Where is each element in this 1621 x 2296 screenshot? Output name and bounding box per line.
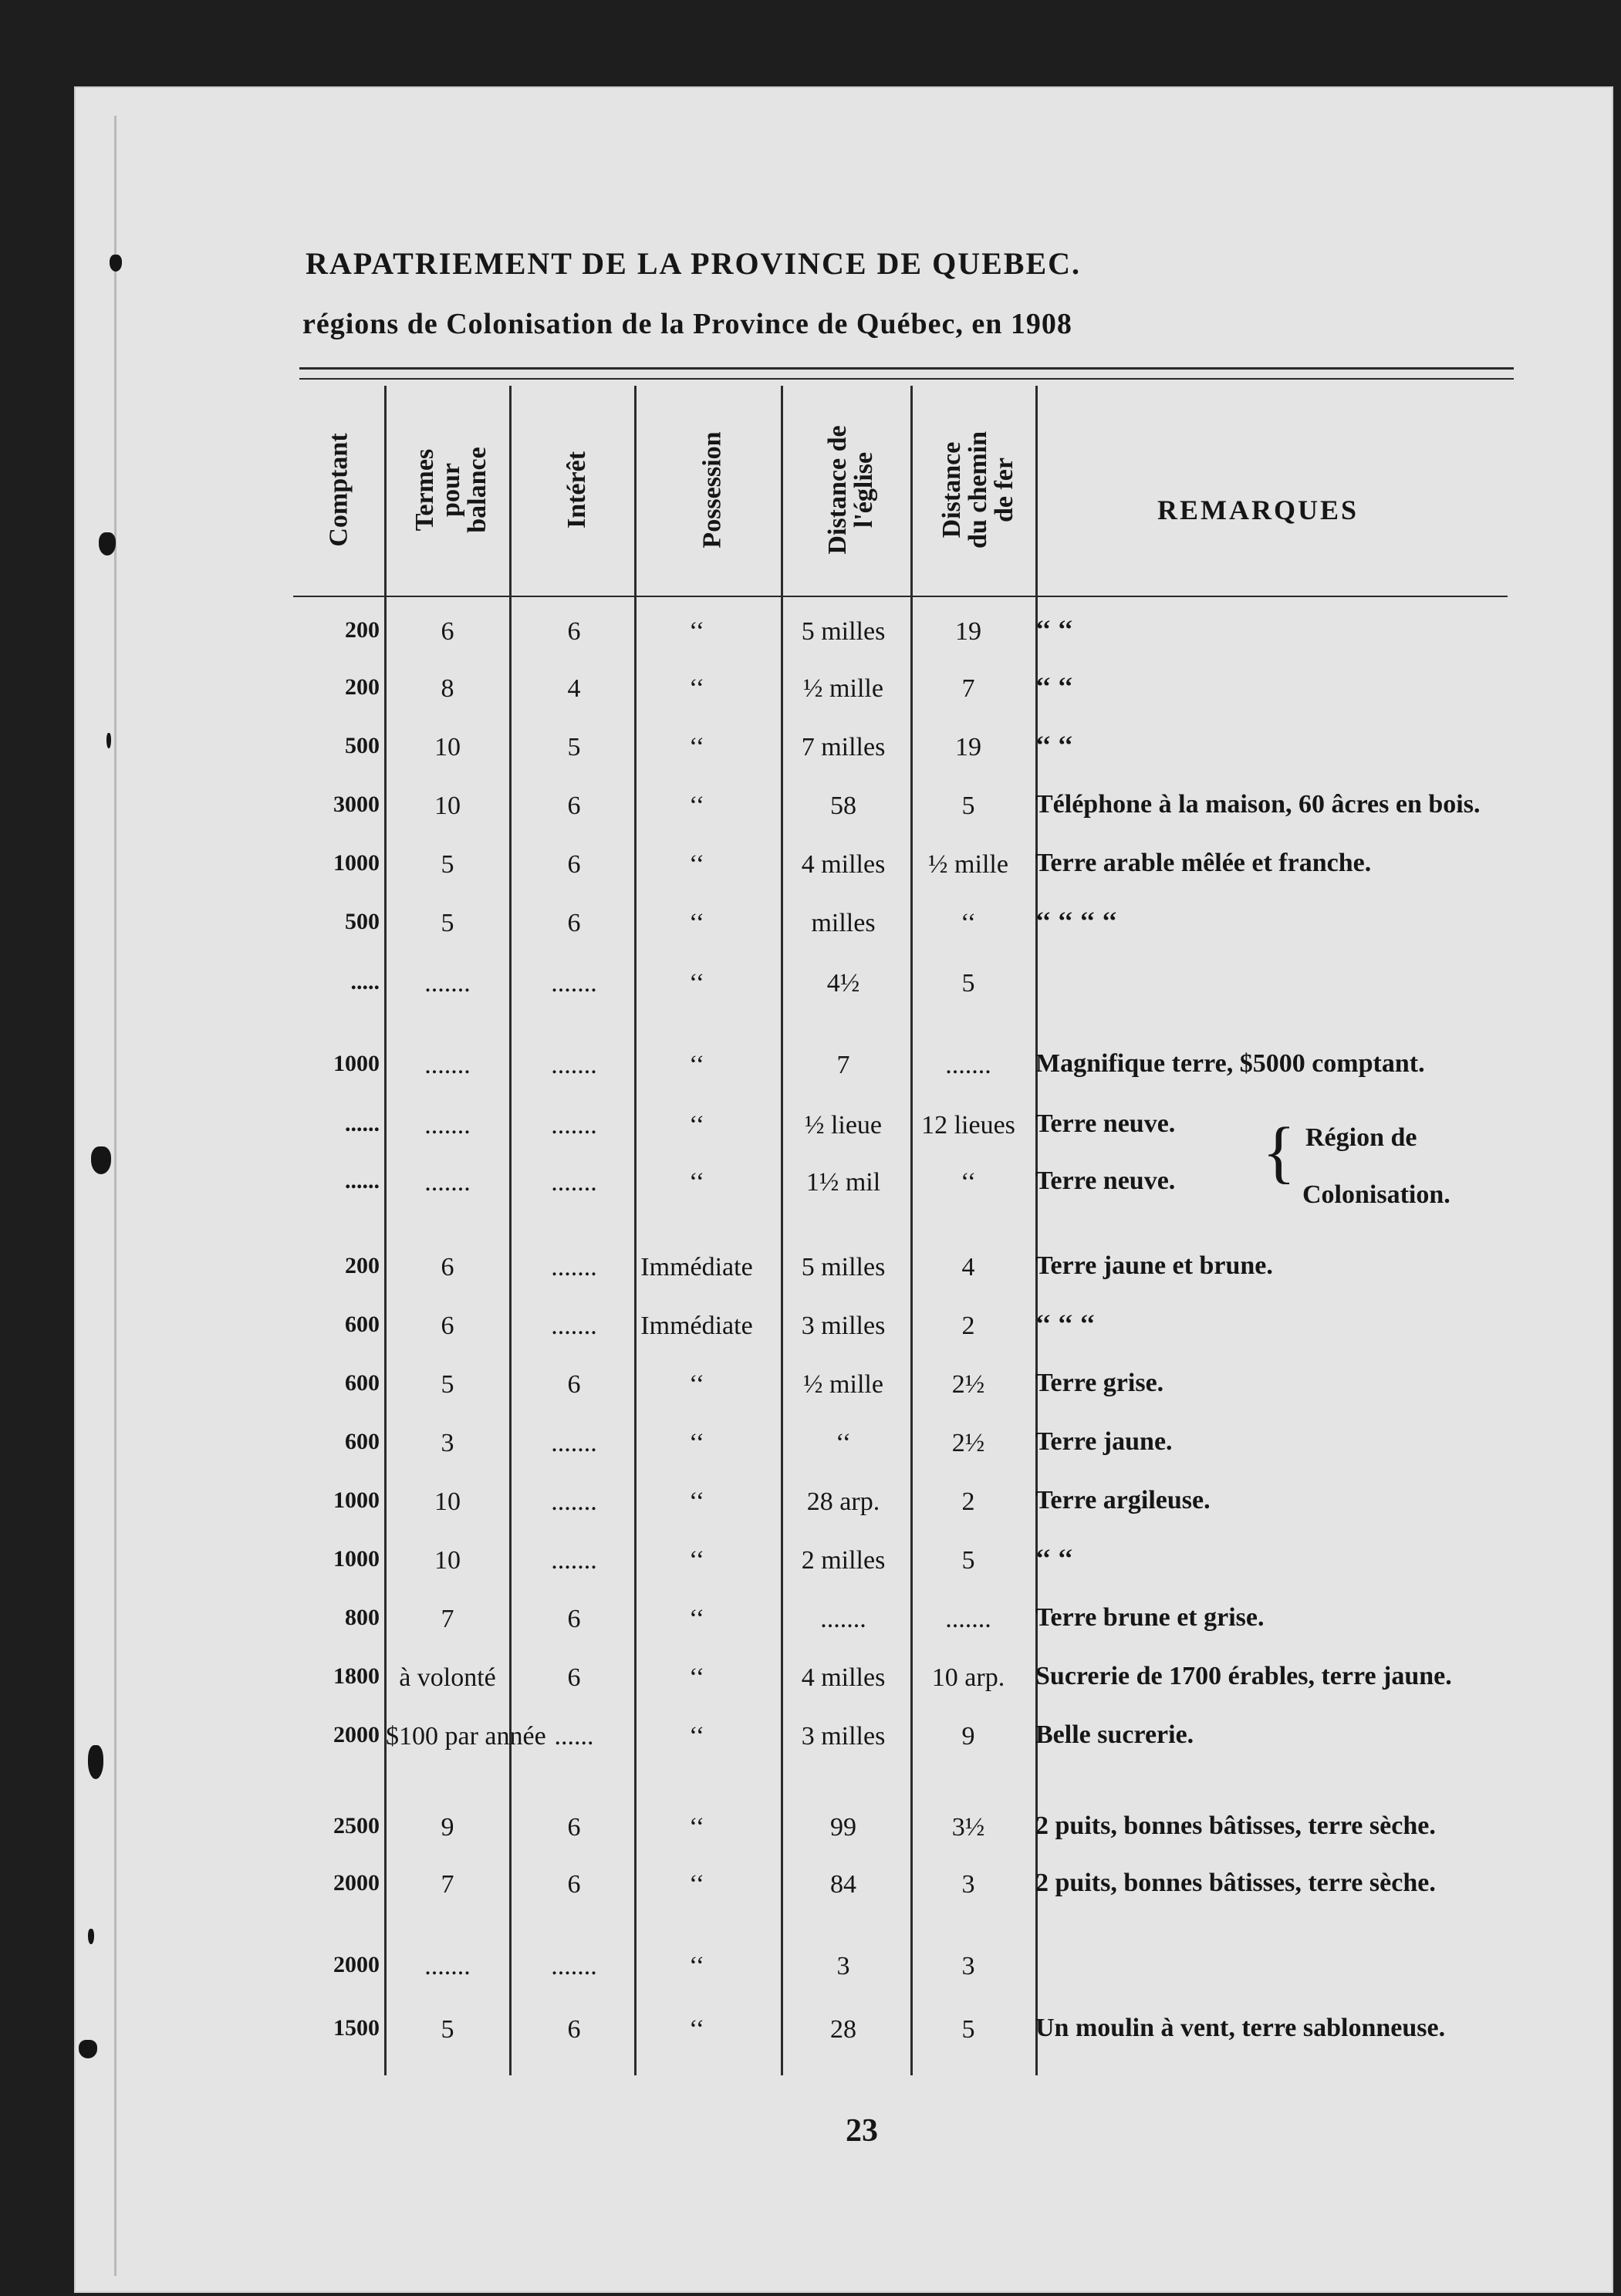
table-row <box>0 1253 1621 1312</box>
margin-mark <box>99 532 116 555</box>
page-subtitle: régions de Colonisation de la Province de Québec, en 1908 <box>302 308 1072 340</box>
cell-interet: 5 <box>567 733 581 761</box>
cell-comptant: 600 <box>345 1312 380 1337</box>
table-row <box>0 1605 1621 1663</box>
cell-chemin: 12 lieues <box>921 1111 1015 1140</box>
cell-remarques: Terre jaune. <box>1035 1427 1173 1456</box>
header-rule <box>299 367 1514 370</box>
cell-interet: 6 <box>567 1813 581 1842</box>
cell-comptant: 3000 <box>333 792 380 817</box>
cell-interet: ....... <box>551 1312 597 1340</box>
cell-possession: ‘‘ <box>688 1487 705 1516</box>
cell-possession: ‘‘ <box>688 617 705 646</box>
cell-comptant: 2000 <box>333 1722 380 1747</box>
cell-termes: 8 <box>441 674 454 703</box>
cell-comptant: 600 <box>345 1429 380 1454</box>
table-row <box>0 1487 1621 1546</box>
cell-comptant: 2500 <box>333 1813 380 1838</box>
cell-termes: 5 <box>441 2015 454 2044</box>
cell-chemin: 2 <box>961 1487 975 1516</box>
cell-chemin: 3½ <box>951 1813 985 1842</box>
cell-eglise: milles <box>811 909 876 937</box>
cell-interet: 6 <box>567 1870 581 1899</box>
cell-comptant: 200 <box>345 1253 380 1278</box>
cell-remarques: Magnifique terre, $5000 comptant. <box>1035 1049 1425 1078</box>
cell-remarques: Terre neuve. <box>1035 1167 1176 1195</box>
margin-mark <box>110 255 122 272</box>
cell-eglise: 3 milles <box>801 1312 886 1340</box>
cell-possession: ‘‘ <box>688 1546 705 1575</box>
cell-possession: Immédiate <box>640 1312 753 1340</box>
cell-eglise: ½ mille <box>803 674 883 703</box>
cell-remarques: ‘‘ ‘‘ <box>1035 616 1073 644</box>
region-note-line: Région de <box>1305 1123 1417 1152</box>
cell-possession: ‘‘ <box>688 2015 705 2044</box>
cell-chemin: 4 <box>961 1253 975 1281</box>
cell-comptant: ...... <box>345 1168 380 1194</box>
cell-possession: ‘‘ <box>688 969 705 998</box>
cell-eglise: ....... <box>820 1605 866 1633</box>
cell-possession: ‘‘ <box>688 1722 705 1751</box>
cell-chemin: ‘‘ <box>960 1168 977 1197</box>
cell-remarques: Terre brune et grise. <box>1035 1603 1265 1632</box>
cell-eglise: ½ mille <box>803 1370 883 1399</box>
column-header-remarques: REMARQUES <box>1157 495 1359 525</box>
cell-interet: 6 <box>567 792 581 820</box>
cell-termes: 10 <box>434 733 461 761</box>
cell-interet: ....... <box>551 1051 597 1079</box>
cell-termes: 5 <box>441 850 454 879</box>
cell-possession: ‘‘ <box>688 792 705 820</box>
header-rule <box>299 378 1514 380</box>
cell-remarques: ‘‘ ‘‘ ‘‘ <box>1035 1310 1096 1339</box>
cell-interet: 6 <box>567 1663 581 1692</box>
table-row <box>0 909 1621 967</box>
cell-termes: 9 <box>441 1813 454 1842</box>
cell-comptant: 1000 <box>333 1051 380 1076</box>
cell-possession: ‘‘ <box>688 733 705 761</box>
cell-eglise: 1½ mil <box>805 1168 881 1197</box>
cell-comptant: 1800 <box>333 1663 380 1689</box>
cell-chemin: 10 arp. <box>931 1663 1005 1692</box>
cell-interet: ....... <box>551 1952 597 1980</box>
cell-chemin: 5 <box>961 1546 975 1575</box>
region-note-line: Colonisation. <box>1302 1180 1450 1209</box>
table-row <box>0 1429 1621 1487</box>
cell-eglise: 5 milles <box>801 1253 886 1281</box>
cell-comptant: 500 <box>345 733 380 758</box>
cell-interet: 6 <box>567 1370 581 1399</box>
cell-termes: 6 <box>441 617 454 646</box>
cell-interet: ....... <box>551 1168 597 1197</box>
cell-remarques: Téléphone à la maison, 60 âcres en bois. <box>1035 790 1481 819</box>
cell-chemin: 9 <box>961 1722 975 1751</box>
cell-eglise: 3 <box>836 1952 850 1980</box>
cell-termes: $100 par année <box>386 1722 546 1751</box>
cell-chemin: 19 <box>955 617 981 646</box>
cell-comptant: 1000 <box>333 1546 380 1572</box>
table-row <box>0 792 1621 850</box>
cell-termes: 7 <box>441 1870 454 1899</box>
table-row <box>0 1370 1621 1429</box>
cell-interet: ....... <box>551 1546 597 1575</box>
table-row <box>0 1663 1621 1722</box>
column-header-interet: Intérêt <box>562 451 591 529</box>
table-row <box>0 733 1621 792</box>
margin-mark <box>88 1929 94 1944</box>
cell-chemin: 3 <box>961 1952 975 1980</box>
cell-comptant: 800 <box>345 1605 380 1630</box>
cell-termes: à volonté <box>399 1663 496 1692</box>
cell-possession: ‘‘ <box>688 1813 705 1842</box>
cell-termes: 5 <box>441 1370 454 1399</box>
cell-remarques: Belle sucrerie. <box>1035 1720 1194 1749</box>
table-row <box>0 1870 1621 1929</box>
cell-interet: ....... <box>551 969 597 998</box>
table-row <box>0 1546 1621 1605</box>
cell-remarques: Terre grise. <box>1035 1369 1164 1397</box>
cell-eglise: 5 milles <box>801 617 886 646</box>
cell-eglise: 4 milles <box>801 1663 886 1692</box>
cell-remarques: ‘‘ ‘‘ ‘‘ ‘‘ <box>1035 907 1117 936</box>
column-header-eglise: Distance de l'église <box>823 425 878 555</box>
cell-termes: 3 <box>441 1429 454 1457</box>
cell-eglise: ‘‘ <box>835 1429 852 1457</box>
cell-interet: ....... <box>551 1487 597 1516</box>
cell-termes: 10 <box>434 1487 461 1516</box>
cell-remarques: Terre neuve. <box>1035 1109 1176 1138</box>
cell-possession: ‘‘ <box>688 1870 705 1899</box>
cell-chemin: 19 <box>955 733 981 761</box>
cell-interet: ....... <box>551 1111 597 1140</box>
cell-chemin: 2 <box>961 1312 975 1340</box>
cell-interet: ...... <box>554 1722 594 1751</box>
cell-possession: ‘‘ <box>688 1429 705 1457</box>
cell-comptant: ..... <box>350 969 380 994</box>
column-header-comptant: Comptant <box>325 433 353 547</box>
cell-possession: ‘‘ <box>688 1111 705 1140</box>
cell-eglise: 28 <box>830 2015 856 2044</box>
cell-possession: ‘‘ <box>688 1605 705 1633</box>
cell-remarques: Terre argileuse. <box>1035 1486 1211 1514</box>
cell-eglise: 7 <box>836 1051 850 1079</box>
cell-comptant: 1500 <box>333 2015 380 2041</box>
cell-possession: ‘‘ <box>688 909 705 937</box>
cell-chemin: 5 <box>961 2015 975 2044</box>
table-row <box>0 1051 1621 1109</box>
cell-interet: 4 <box>567 674 581 703</box>
cell-eglise: 28 arp. <box>806 1487 880 1516</box>
table-row <box>0 1952 1621 2011</box>
cell-termes: ....... <box>424 1111 471 1140</box>
cell-eglise: 58 <box>830 792 856 820</box>
page-title: RAPATRIEMENT DE LA PROVINCE DE QUEBEC. <box>306 246 1082 281</box>
column-header-possession: Possession <box>697 431 727 549</box>
cell-comptant: 600 <box>345 1370 380 1396</box>
cell-comptant: 2000 <box>333 1870 380 1896</box>
brace-glyph: { <box>1262 1114 1296 1190</box>
cell-eglise: 4 milles <box>801 850 886 879</box>
cell-eglise: 99 <box>830 1813 856 1842</box>
cell-chemin: 5 <box>961 969 975 998</box>
cell-comptant: 200 <box>345 674 380 700</box>
cell-chemin: ....... <box>945 1051 991 1079</box>
cell-comptant: 1000 <box>333 1487 380 1513</box>
cell-remarques: Terre jaune et brune. <box>1035 1251 1273 1280</box>
cell-possession: ‘‘ <box>688 850 705 879</box>
table-row <box>0 2015 1621 2074</box>
cell-remarques: ‘‘ ‘‘ <box>1035 673 1073 701</box>
column-header-chemin: Distance du chemin de fer <box>937 430 1018 549</box>
cell-chemin: 3 <box>961 1870 975 1899</box>
cell-remarques: 2 puits, bonnes bâtisses, terre sèche. <box>1035 1869 1436 1897</box>
cell-possession: ‘‘ <box>688 1952 705 1980</box>
cell-possession: ‘‘ <box>688 1663 705 1692</box>
cell-termes: 7 <box>441 1605 454 1633</box>
cell-eglise: 3 milles <box>801 1722 886 1751</box>
cell-remarques: 2 puits, bonnes bâtisses, terre sèche. <box>1035 1811 1436 1840</box>
table-row <box>0 969 1621 1028</box>
cell-interet: ....... <box>551 1253 597 1281</box>
table-row <box>0 674 1621 733</box>
cell-chemin: 7 <box>961 674 975 703</box>
cell-termes: ....... <box>424 1051 471 1079</box>
cell-remarques: ‘‘ ‘‘ <box>1035 1545 1073 1573</box>
cell-comptant: ...... <box>345 1111 380 1136</box>
cell-interet: 6 <box>567 617 581 646</box>
cell-termes: 6 <box>441 1253 454 1281</box>
table-row <box>0 617 1621 676</box>
cell-interet: 6 <box>567 909 581 937</box>
cell-eglise: 7 milles <box>801 733 886 761</box>
cell-termes: 10 <box>434 792 461 820</box>
cell-comptant: 500 <box>345 909 380 934</box>
cell-termes: 5 <box>441 909 454 937</box>
cell-eglise: 4½ <box>826 969 860 998</box>
cell-interet: 6 <box>567 2015 581 2044</box>
cell-chemin: ....... <box>945 1605 991 1633</box>
table-row <box>0 1312 1621 1370</box>
cell-possession: ‘‘ <box>688 1370 705 1399</box>
cell-interet: ....... <box>551 1429 597 1457</box>
cell-chemin: ½ mille <box>928 850 1008 879</box>
table-row <box>0 850 1621 909</box>
cell-termes: ....... <box>424 1952 471 1980</box>
cell-possession: ‘‘ <box>688 1168 705 1197</box>
cell-chemin: ‘‘ <box>960 909 977 937</box>
cell-comptant: 1000 <box>333 850 380 876</box>
cell-remarques: Terre arable mêlée et franche. <box>1035 849 1372 877</box>
table-row <box>0 1813 1621 1872</box>
cell-remarques: ‘‘ ‘‘ <box>1035 731 1073 760</box>
cell-eglise: 2 milles <box>801 1546 886 1575</box>
cell-possession: Immédiate <box>640 1253 753 1281</box>
page-number: 23 <box>846 2113 878 2149</box>
cell-comptant: 200 <box>345 617 380 643</box>
cell-termes: 6 <box>441 1312 454 1340</box>
cell-interet: 6 <box>567 1605 581 1633</box>
cell-termes: ....... <box>424 1168 471 1197</box>
column-header-rule <box>293 596 1508 597</box>
cell-chemin: 2½ <box>951 1370 985 1399</box>
cell-possession: ‘‘ <box>688 674 705 703</box>
cell-eglise: 84 <box>830 1870 856 1899</box>
cell-eglise: ½ lieue <box>804 1111 883 1140</box>
column-header-termes: Termes pour balance <box>410 447 491 533</box>
cell-remarques: Un moulin à vent, terre sablonneuse. <box>1035 2014 1446 2042</box>
cell-comptant: 2000 <box>333 1952 380 1977</box>
cell-chemin: 5 <box>961 792 975 820</box>
cell-possession: ‘‘ <box>688 1051 705 1079</box>
cell-interet: 6 <box>567 850 581 879</box>
cell-remarques: Sucrerie de 1700 érables, terre jaune. <box>1035 1662 1452 1690</box>
cell-termes: 10 <box>434 1546 461 1575</box>
cell-termes: ....... <box>424 969 471 998</box>
cell-chemin: 2½ <box>951 1429 985 1457</box>
table-row <box>0 1722 1621 1781</box>
